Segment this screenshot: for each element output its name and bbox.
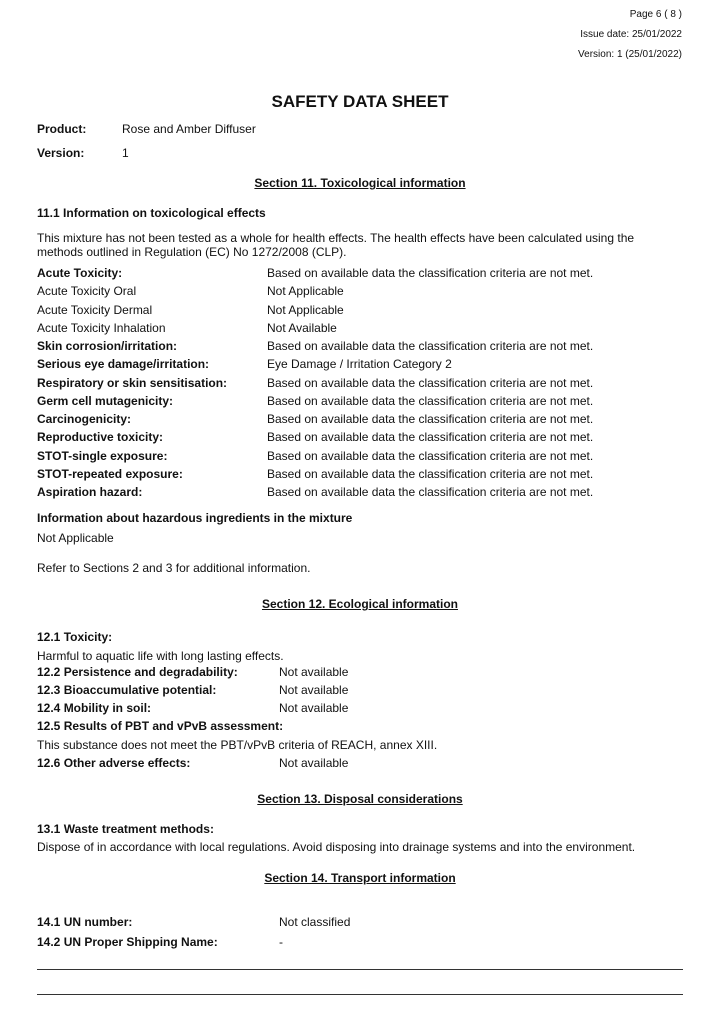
hazard-ingredients-value: Not Applicable bbox=[37, 531, 114, 545]
mobility-label: 12.4 Mobility in soil: bbox=[37, 701, 152, 715]
section-14-heading: Section 14. Transport information bbox=[264, 871, 456, 885]
bioaccumulative-value: Not available bbox=[279, 683, 349, 697]
toxicity-row-value: Not Available bbox=[267, 321, 337, 335]
version-label: Version: bbox=[37, 146, 85, 160]
section-11-heading: Section 11. Toxicological information bbox=[254, 176, 466, 190]
toxicity-row-value: Eye Damage / Irritation Category 2 bbox=[267, 357, 452, 371]
toxicity-row-value: Based on available data the classification criteria are not met. bbox=[267, 449, 594, 463]
mobility-value: Not available bbox=[279, 701, 349, 715]
toxicity-row-label: STOT-single exposure: bbox=[37, 449, 168, 463]
toxicity-label: 12.1 Toxicity: bbox=[37, 630, 113, 644]
toxicity-row-label: Carcinogenicity: bbox=[37, 412, 132, 426]
pbt-text: This substance does not meet the PBT/vPvB criteria of REACH, annex XIII. bbox=[37, 738, 438, 752]
other-effects-value: Not available bbox=[279, 756, 349, 770]
un-number-value: Not classified bbox=[279, 915, 351, 929]
pbt-label: 12.5 Results of PBT and vPvB assessment: bbox=[37, 719, 284, 733]
persistence-label: 12.2 Persistence and degradability: bbox=[37, 665, 238, 679]
footer-rule-bottom bbox=[37, 994, 683, 995]
toxicity-row-label: Acute Toxicity Dermal bbox=[37, 303, 153, 317]
version-value: 1 bbox=[122, 146, 129, 160]
document-title: SAFETY DATA SHEET bbox=[271, 92, 449, 111]
shipping-name-value: - bbox=[279, 935, 283, 949]
version-info: Version: 1 (25/01/2022) bbox=[578, 49, 682, 60]
toxicity-row-label: Acute Toxicity Oral bbox=[37, 284, 137, 298]
toxicity-row-value: Not Applicable bbox=[267, 303, 344, 317]
toxicity-row-label: Germ cell mutagenicity: bbox=[37, 394, 174, 408]
bioaccumulative-label: 12.3 Bioaccumulative potential: bbox=[37, 683, 217, 697]
issue-date: Issue date: 25/01/2022 bbox=[580, 29, 682, 40]
toxicity-row-value: Based on available data the classification criteria are not met. bbox=[267, 430, 594, 444]
section-11-intro: This mixture has not been tested as a whole for health effects. The health effects have been calculated using the methods outlined in Regulation (EC) No 1272/2008 (CLP). bbox=[37, 231, 635, 259]
toxicity-row-label: Skin corrosion/irritation: bbox=[37, 339, 178, 353]
un-number-label: 14.1 UN number: bbox=[37, 915, 133, 929]
product-label: Product: bbox=[37, 122, 87, 136]
shipping-name-label: 14.2 UN Proper Shipping Name: bbox=[37, 935, 218, 949]
refer-note: Refer to Sections 2 and 3 for additional information. bbox=[37, 561, 311, 575]
toxicity-row-value: Based on available data the classification criteria are not met. bbox=[267, 266, 594, 280]
toxicity-row-label: Aspiration hazard: bbox=[37, 485, 143, 499]
hazard-ingredients-heading: Information about hazardous ingredients in the mixture bbox=[37, 511, 353, 525]
waste-treatment-text: Dispose of in accordance with local regulations. Avoid disposing into drainage systems and into the environment. bbox=[37, 840, 636, 854]
other-effects-label: 12.6 Other adverse effects: bbox=[37, 756, 191, 770]
footer-rule-top bbox=[37, 969, 683, 970]
toxicity-row-label: Reproductive toxicity: bbox=[37, 430, 164, 444]
toxicity-row-label: Respiratory or skin sensitisation: bbox=[37, 376, 228, 390]
section-12-heading: Section 12. Ecological information bbox=[261, 597, 459, 611]
waste-treatment-label: 13.1 Waste treatment methods: bbox=[37, 822, 214, 836]
toxicity-row-value: Based on available data the classification criteria are not met. bbox=[267, 412, 594, 426]
toxicity-row-label: Serious eye damage/irritation: bbox=[37, 357, 210, 371]
toxicity-row-value: Based on available data the classification criteria are not met. bbox=[267, 376, 594, 390]
toxicity-row-value: Not Applicable bbox=[267, 284, 344, 298]
toxicity-row-value: Based on available data the classification criteria are not met. bbox=[267, 339, 594, 353]
section-11-1-heading: 11.1 Information on toxicological effects bbox=[37, 206, 266, 220]
toxicity-row-label: STOT-repeated exposure: bbox=[37, 467, 183, 481]
toxicity-text: Harmful to aquatic life with long lasting effects. bbox=[37, 649, 284, 663]
section-13-heading: Section 13. Disposal considerations bbox=[257, 792, 463, 806]
toxicity-row-value: Based on available data the classification criteria are not met. bbox=[267, 485, 594, 499]
toxicity-row-label: Acute Toxicity Inhalation bbox=[37, 321, 166, 335]
toxicity-row-value: Based on available data the classification criteria are not met. bbox=[267, 467, 594, 481]
toxicity-row-value: Based on available data the classification criteria are not met. bbox=[267, 394, 594, 408]
persistence-value: Not available bbox=[279, 665, 349, 679]
product-value: Rose and Amber Diffuser bbox=[122, 122, 256, 136]
toxicity-row-label: Acute Toxicity: bbox=[37, 266, 123, 280]
page-number: Page 6 ( 8 ) bbox=[629, 9, 682, 20]
